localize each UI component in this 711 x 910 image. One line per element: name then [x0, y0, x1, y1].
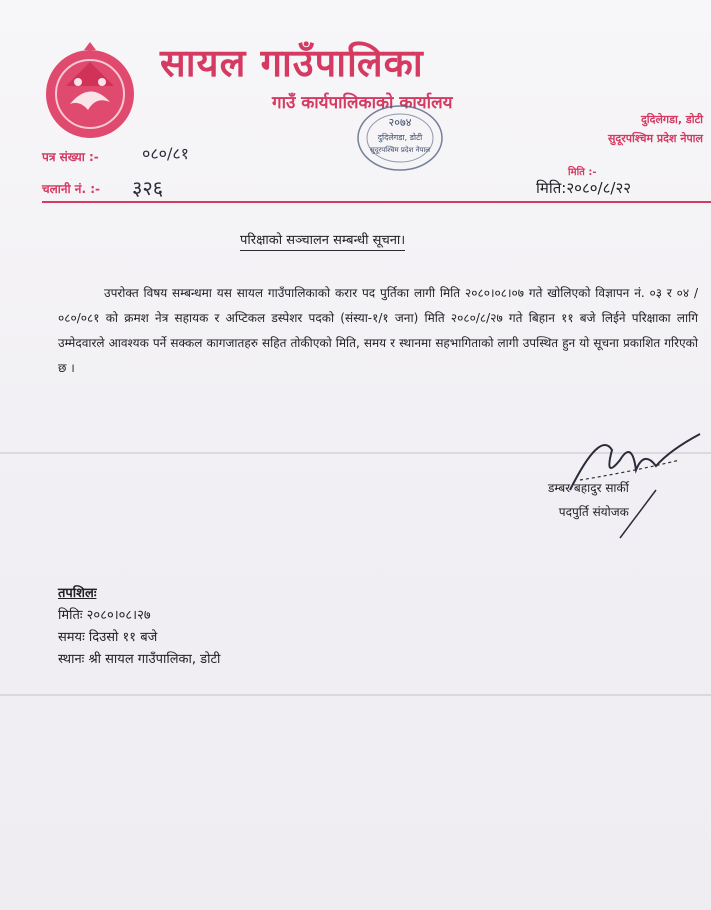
patra-sankhya-value: ०८०/८१ — [142, 144, 189, 163]
chalani-value: ३२६ — [132, 176, 164, 200]
office-address — [608, 110, 703, 148]
details-time: समयः दिउसो ११ बजे — [58, 630, 158, 645]
signature-block — [548, 476, 629, 524]
notice-subject: परिक्षाको सञ्चालन सम्बन्धी सूचना। — [240, 230, 405, 251]
details-section — [58, 583, 220, 671]
address-line: सुदूरपश्चिम प्रदेश नेपाल — [607, 132, 703, 145]
patra-sankhya-label: पत्र संख्या :- — [42, 150, 99, 164]
details-place: स्थानः श्री सायल गाउँपालिका, डोटी — [58, 652, 221, 667]
letterhead-rule — [42, 201, 711, 203]
chalani-label: चलानी नं. :- — [42, 182, 100, 196]
office-subtitle: गाउँ कार्यपालिकाको कार्यालय — [272, 93, 453, 113]
letter-date: मिति:२०८०/८/२२ — [536, 179, 632, 197]
details-date: मितिः २०८०।०८।२७ — [58, 608, 151, 623]
miti-label: मिति :- — [568, 167, 597, 178]
paper-fold-line — [0, 694, 711, 696]
nepal-emblem-logo — [40, 40, 140, 140]
signatory-title: पदपुर्ति संयोजक — [558, 505, 629, 519]
signatory-name: डम्बर बहादुर सार्की — [548, 481, 629, 495]
notice-body: उपरोक्त विषय सम्बन्धमा यस सायल गाउँपालिकाको करार पद पुर्तिका लागी मिति २०८०।०८।०७ गते खोलिएको विज्ञापन नं. ०३ र ०४ /०८०/०८१ को क्रमश नेत्र सहायक र अप्टिकल डस्पेशर पदको (संस्या-१/१ जना) मिति २०८०/८/२७ गते बिहान ११ बजे लिईने परिक्षाका लागि उम्मेदवारले आवश्यक पर्ने सक्कल कागजातहरु सहित तोकीएको मिति, समय र स्थानमा सहभागिताको लागी उपस्थित हुन यो सूचना प्रकाशित गरिएको छ । — [58, 286, 698, 375]
stamp-text: दुदिलेगडा, डोटी — [377, 133, 423, 142]
stamp-text: २०७४ — [388, 116, 412, 129]
office-stamp — [356, 104, 444, 172]
details-heading: तपशिलः — [58, 586, 97, 601]
office-name: सायल गाउँपालिका — [160, 40, 424, 85]
address-line: दुदिलेगडा, डोटी — [640, 113, 703, 126]
stamp-text: सुदूरपश्चिम प्रदेश नेपाल — [369, 146, 431, 154]
